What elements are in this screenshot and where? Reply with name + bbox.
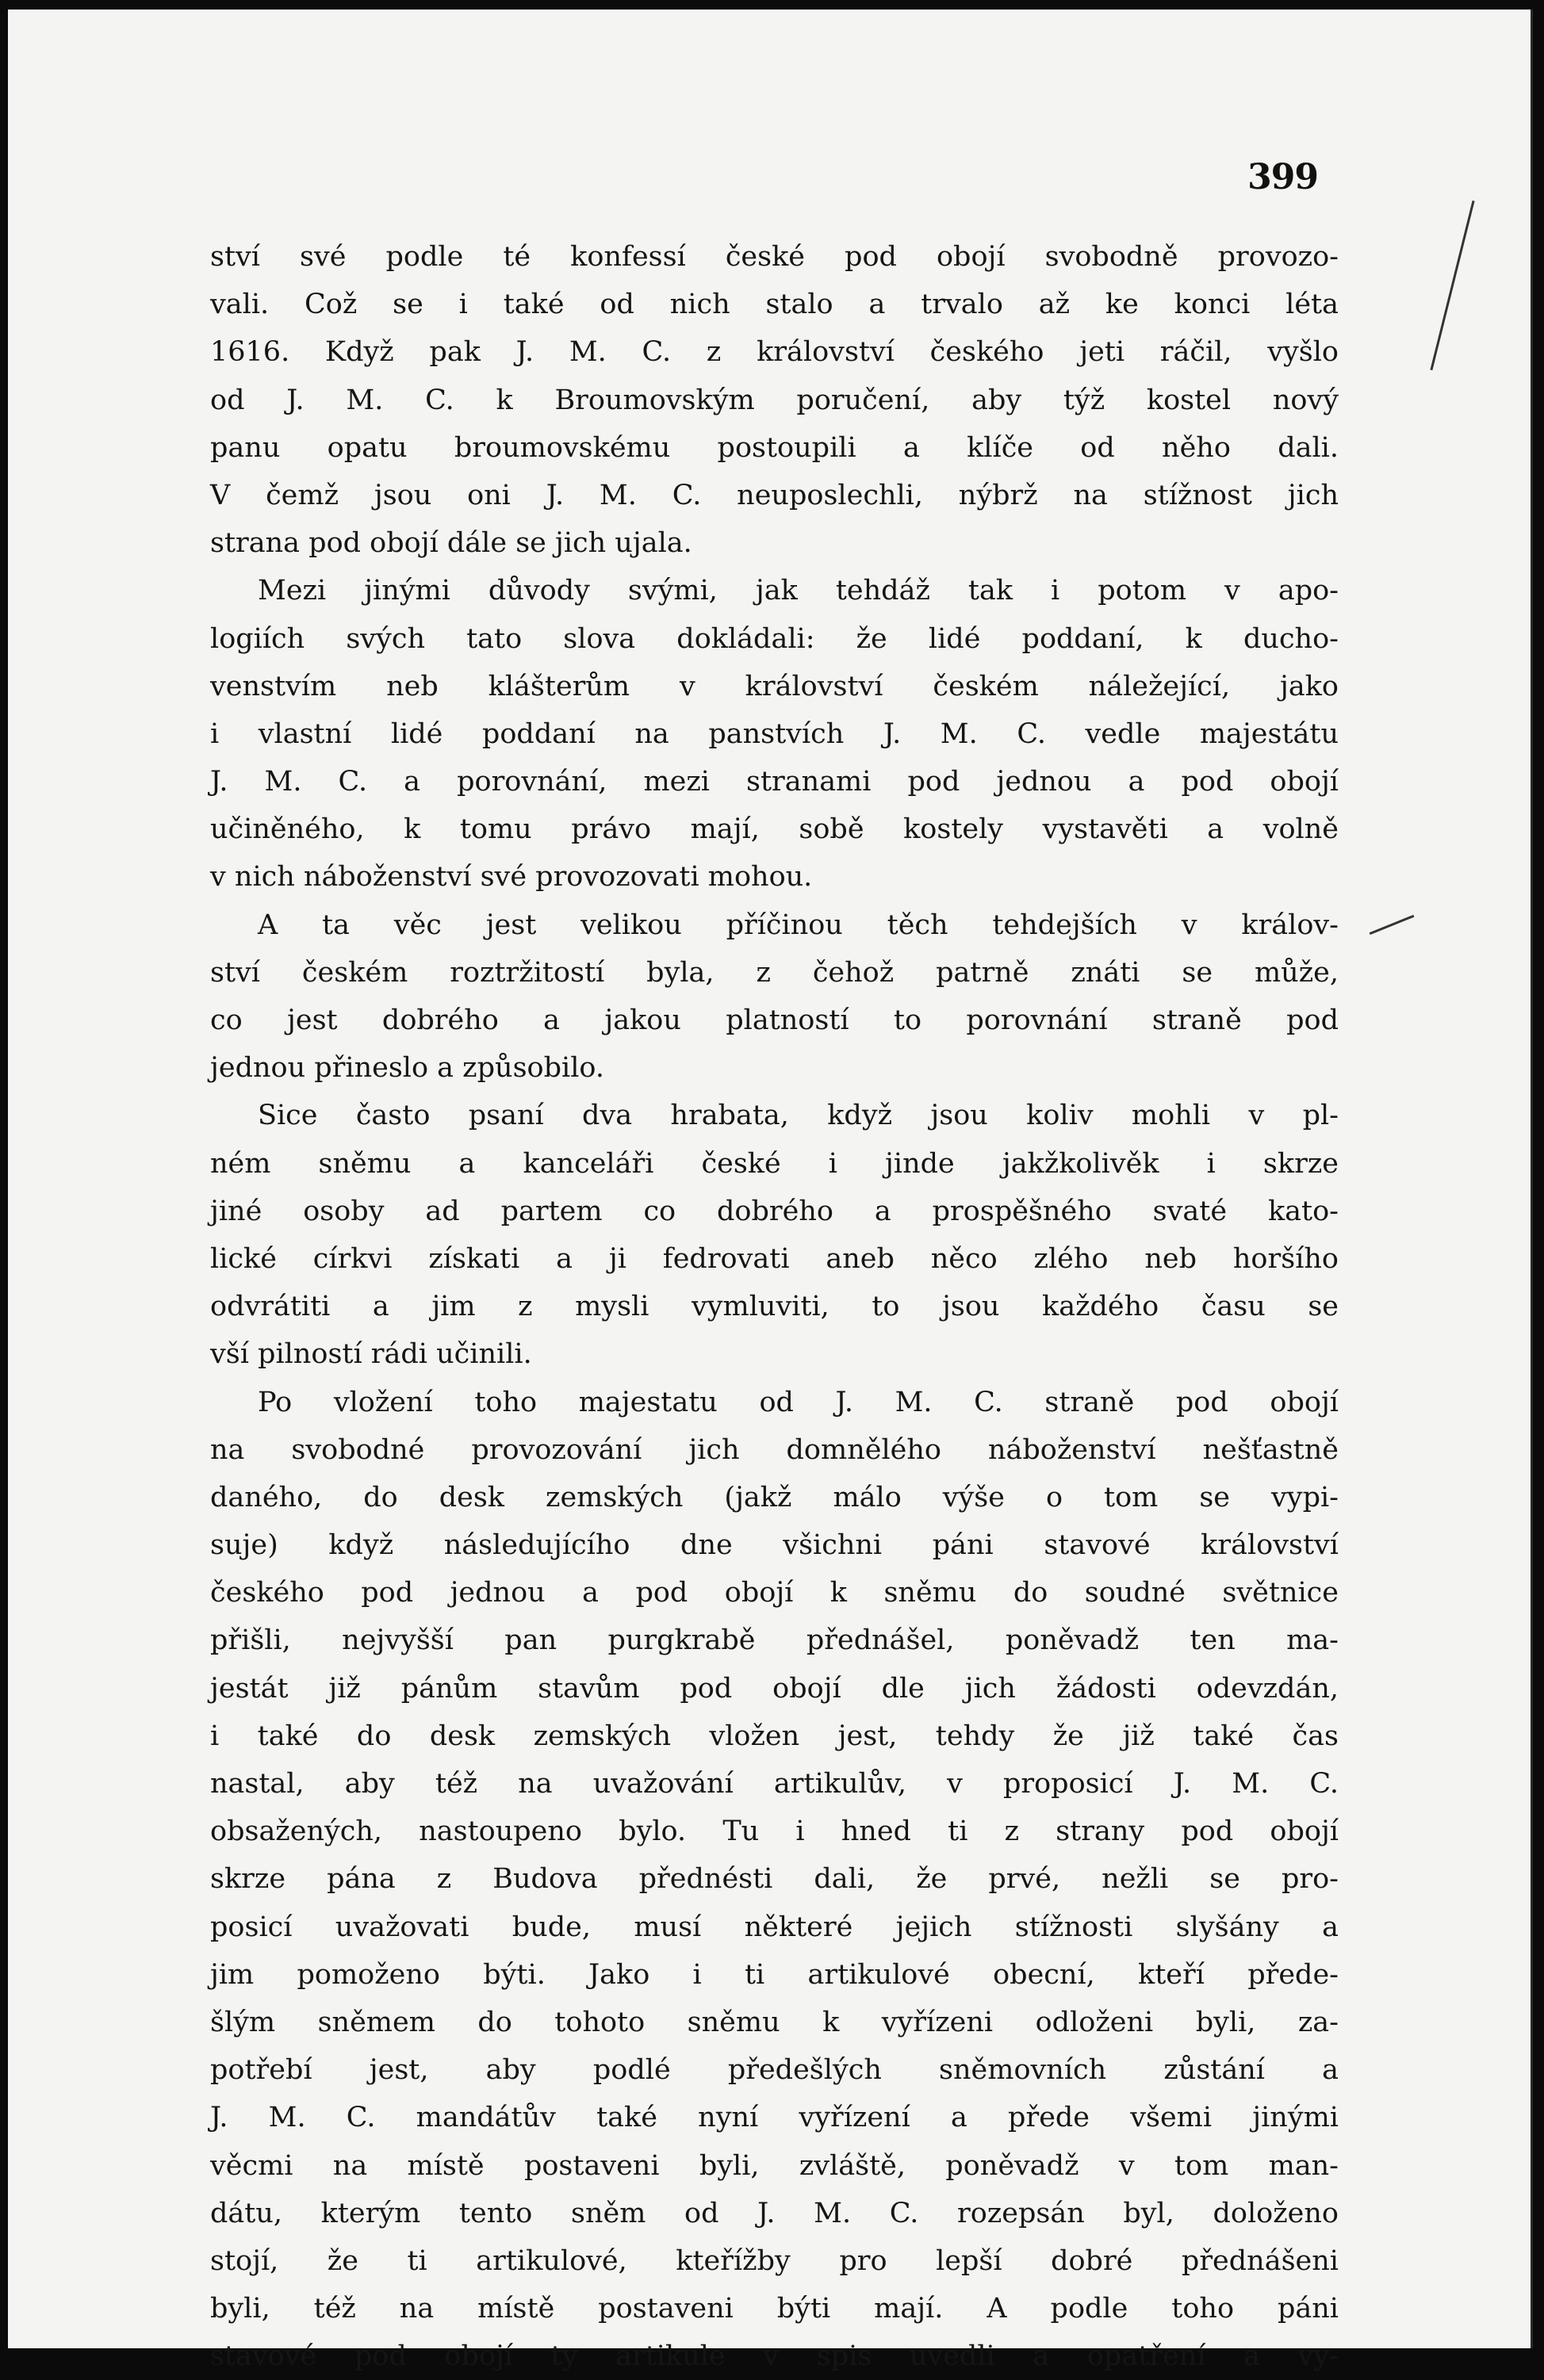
text-line: i vlastní lidé poddaní na panstvích J. M. C. vedle majestátu	[210, 717, 1339, 750]
text-line: lické církvi získati a ji fedrovati aneb něco zlého neb horšího	[210, 1242, 1339, 1275]
text-line: panu opatu broumovskému postoupili a klíče od něho dali.	[210, 431, 1339, 464]
text-line: logiích svých tato slova dokládali: že lidé poddaní, k ducho-	[210, 622, 1339, 655]
text-line: Mezi jinými důvody svými, jak tehdáž tak i potom v apo-	[258, 575, 1339, 607]
text-line: potřebí jest, aby podlé předešlých sněmovních zůstání a	[210, 2054, 1339, 2087]
text-line: ném sněmu a kanceláři české i jinde jakžkolivěk i skrze	[210, 1147, 1339, 1180]
text-line: dátu, kterým tento sněm od J. M. C. rozepsán byl, doloženo	[210, 2197, 1339, 2229]
text-line: daného, do desk zemských (jakž málo výše o tom se vypi-	[210, 1481, 1339, 1513]
text-line: suje) když následujícího dne všichni páni stavové království	[210, 1529, 1339, 1562]
text-line: J. M. C. a porovnání, mezi stranami pod jednou a pod obojí	[210, 766, 1339, 798]
text-line: učiněného, k tomu právo mají, sobě kostely vystavěti a volně	[210, 813, 1339, 846]
text-line: nastal, aby též na uvažování artikulův, v proposicí J. M. C.	[210, 1768, 1339, 1800]
book-page	[8, 10, 1533, 2373]
text-line: českého pod jednou a pod obojí k sněmu do soudné světnice	[210, 1577, 1339, 1609]
text-line: vší pilností rádi učinili.	[210, 1338, 532, 1371]
text-line: ství své podle té konfessí české pod obojí svobodně provozo-	[210, 241, 1339, 273]
text-line: vali. Což se i také od nich stalo a trvalo až ke konci léta	[210, 289, 1339, 321]
text-line: skrze pána z Budova přednésti dali, že prvé, nežli se pro-	[210, 1863, 1339, 1896]
text-line: od J. M. C. k Broumovským poručení, aby týž kostel nový	[210, 384, 1339, 416]
text-line: jim pomoženo býti. Jako i ti artikulové obecní, kteří přede-	[210, 1958, 1339, 1991]
text-line: přišli, nejvyšší pan purgkrabě přednášel, poněvadž ten ma-	[210, 1624, 1339, 1657]
text-line: V čemž jsou oni J. M. C. neuposlechli, nýbrž na stížnost jich	[210, 479, 1339, 511]
text-line: stavové pod obojí ty artikule v spis uvedli a opatření a vy-	[210, 2340, 1339, 2373]
text-line: obsažených, nastoupeno bylo. Tu i hned ti z strany pod obojí	[210, 1816, 1339, 1848]
text-line: jednou přineslo a způsobilo.	[210, 1052, 604, 1085]
text-line: byli, též na místě postaveni býti mají. A podle toho páni	[210, 2293, 1339, 2325]
text-line: 1616. Když pak J. M. C. z království českého jeti ráčil, vyšlo	[210, 336, 1339, 369]
text-line: Sice často psaní dva hrabata, když jsou koliv mohli v pl-	[258, 1100, 1339, 1132]
text-line: strana pod obojí dále se jich ujala.	[210, 527, 692, 560]
body-text	[210, 233, 1339, 2380]
text-line: jestát již pánům stavům pod obojí dle jich žádosti odevzdán,	[210, 1672, 1339, 1705]
text-line: na svobodné provozování jich domnělého náboženství nešťastně	[210, 1433, 1339, 1466]
text-line: J. M. C. mandátův také nyní vyřízení a přede všemi jinými	[210, 2102, 1339, 2134]
text-line: věcmi na místě postaveni byli, zvláště, poněvadž v tom man-	[210, 2149, 1339, 2182]
text-line: venstvím neb klášterům v království českém náležející, jako	[210, 670, 1339, 702]
text-line: Po vložení toho majestatu od J. M. C. straně pod obojí	[258, 1386, 1339, 1418]
text-line: šlým sněmem do tohoto sněmu k vyřízeni odloženi byli, za-	[210, 2006, 1339, 2038]
text-line: stojí, že ti artikulové, kteřížby pro lepší dobré přednášeni	[210, 2244, 1339, 2277]
text-line: i také do desk zemských vložen jest, tehdy že již také čas	[210, 1720, 1339, 1752]
text-line: A ta věc jest velikou příčinou těch tehdejších v králov-	[258, 909, 1339, 941]
page-number: 399	[1247, 157, 1318, 197]
text-line: ství českém roztržitostí byla, z čehož patrně znáti se může,	[210, 956, 1339, 989]
text-line: posicí uvažovati bude, musí některé jejich stížnosti slyšány a	[210, 1911, 1339, 1943]
text-line: co jest dobrého a jakou platností to porovnání straně pod	[210, 1004, 1339, 1036]
text-line: jiné osoby ad partem co dobrého a prospěšného svaté kato-	[210, 1195, 1339, 1227]
text-line: v nich náboženství své provozovati mohou.	[210, 861, 813, 893]
text-line: odvrátiti a jim z mysli vymluviti, to jsou každého času se	[210, 1291, 1339, 1323]
